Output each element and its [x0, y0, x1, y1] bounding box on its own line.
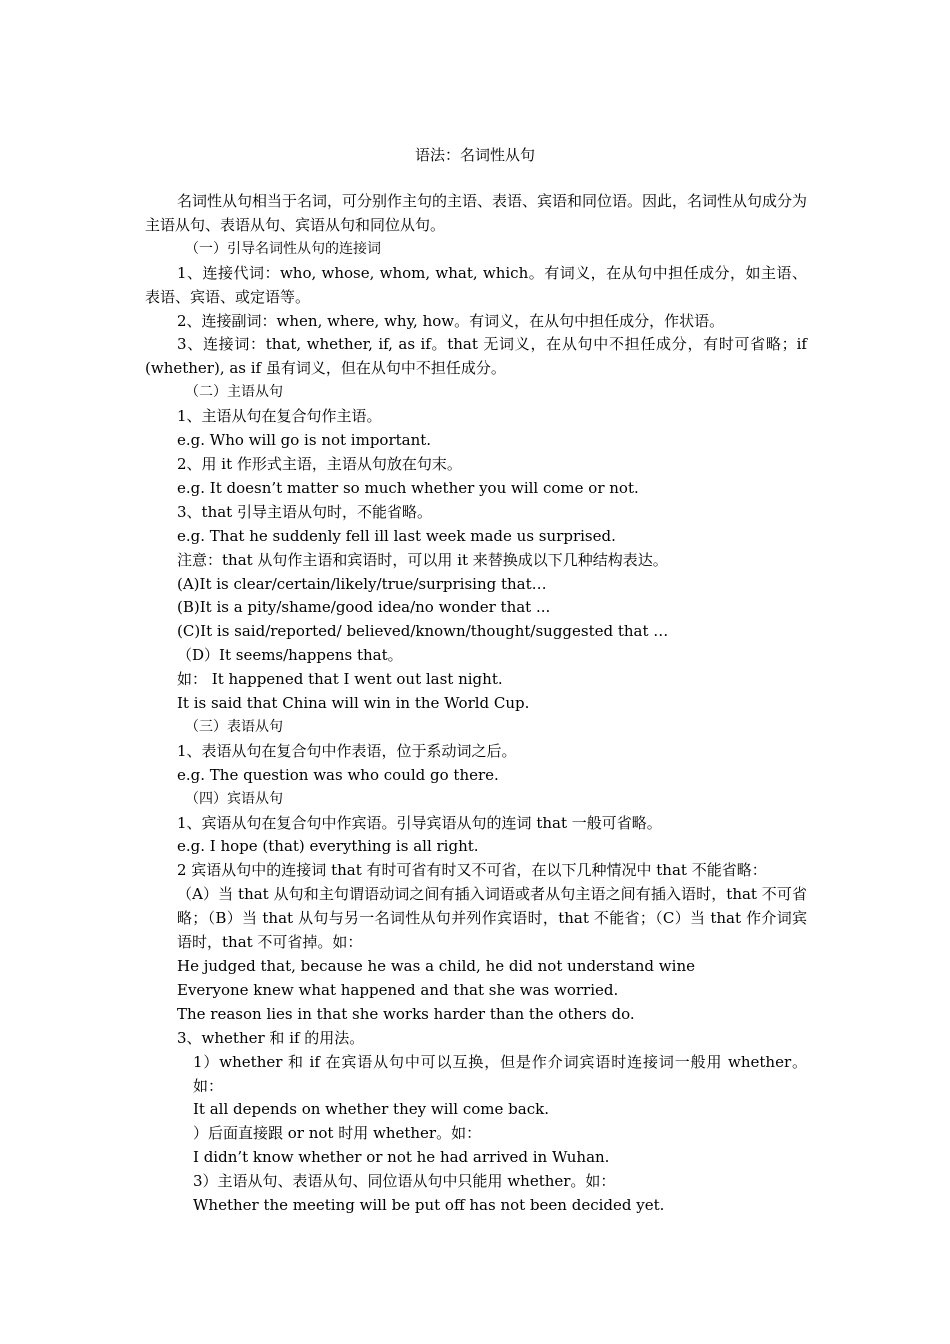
section-heading: （一）引导名词性从句的连接词 [185, 240, 381, 257]
document-title: 语法：名词性从句 [414, 146, 535, 164]
text-line: He judged that, because he was a child, he did not understand wine [177, 957, 695, 975]
text-line: 2 宾语从句中的连接词 that 有时可省有时又不可省，在以下几种情况中 that 不能省略： [177, 861, 767, 880]
text-line: e.g. I hope (that) everything is all right. [177, 837, 479, 856]
text-line: I didn’t know whether or not he had arrived in Wuhan. [193, 1148, 610, 1167]
section-heading: （四）宾语从句 [185, 790, 283, 807]
text-line: 1、连接代词：who, whose, whom, what, which。有词义，在从句中担任成分，如主语、表语、宾语、或定语等。 [145, 263, 807, 306]
text-line: 如： It happened that I went out last night. [177, 670, 503, 689]
text-line: Whether the meeting will be put off has not been decided yet. [193, 1196, 665, 1215]
text-line: （A）当 that 从句和主句谓语动词之间有插入词语或者从句主语之间有插入语时，that 不可省略；（B）当 that 从句与另一名词性从句并列作宾语时，that 不能省；（C）当 that 作介词宾语时，that 不可省掉。如： [177, 885, 807, 952]
text-line: （D）It seems/happens that。 [177, 646, 403, 665]
text-line: 2、用 it 作形式主语，主语从句放在句末。 [177, 454, 462, 473]
text-line: 3、whether 和 if 的用法。 [177, 1028, 365, 1047]
text-line: It all depends on whether they will come back. [193, 1100, 549, 1119]
text-line: 2、连接副词：when, where, why, how。有词义，在从句中担任成分，作状语。 [177, 311, 725, 330]
text-line: 注意：that 从句作主语和宾语时，可以用 it 来替换成以下几种结构表达。 [177, 550, 668, 569]
text-line: (B)It is a pity/shame/good idea/no wonder that ... [177, 598, 551, 617]
text-line: e.g. It doesn’t matter so much whether you will come or not. [177, 478, 639, 497]
document-body [145, 190, 807, 1218]
text-line: ）后面直接跟 or not 时用 whether。如： [193, 1124, 482, 1143]
text-line: 名词性从句相当于名词，可分别作主句的主语、表语、宾语和同位语。因此，名词性从句成分为主语从句、表语从句、宾语从句和同位从句。 [145, 192, 808, 234]
section-heading: （二）主语从句 [185, 384, 283, 401]
text-line: e.g. Who will go is not important. [177, 431, 432, 450]
text-line: e.g. The question was who could go there. [177, 765, 499, 784]
text-line: 3）主语从句、表语从句、同位语从句中只能用 whether。如： [193, 1172, 616, 1191]
text-line: 3、that 引导主语从句时，不能省略。 [177, 502, 432, 521]
text-line: (C)It is said/reported/ believed/known/thought/suggested that … [177, 622, 669, 641]
text-line: 1、表语从句在复合句中作表语，位于系动词之后。 [177, 741, 517, 760]
text-line: e.g. That he suddenly fell ill last week made us surprised. [177, 526, 616, 545]
text-line: (A)It is clear/certain/likely/true/surprising that… [177, 574, 547, 593]
text-line: The reason lies in that she works harder than the others do. [177, 1004, 635, 1023]
text-line: It is said that China will win in the World Cup. [177, 694, 530, 713]
text-line: 3、连接词：that, whether, if, as if。that 无词义，在从句中不担任成分，有时可省略；if (whether), as if 虽有词义，但在从句中不担任成分。 [145, 335, 807, 378]
text-line: 1）whether 和 if 在宾语从句中可以互换，但是作介词宾语时连接词一般用 whether。如： [193, 1052, 807, 1095]
text-line: Everyone knew what happened and that she was worried. [177, 980, 619, 999]
text-line: 1、宾语从句在复合句中作宾语。引导宾语从句的连词 that 一般可省略。 [177, 813, 662, 832]
text-line: 1、主语从句在复合句作主语。 [177, 407, 382, 426]
section-heading: （三）表语从句 [185, 718, 283, 735]
